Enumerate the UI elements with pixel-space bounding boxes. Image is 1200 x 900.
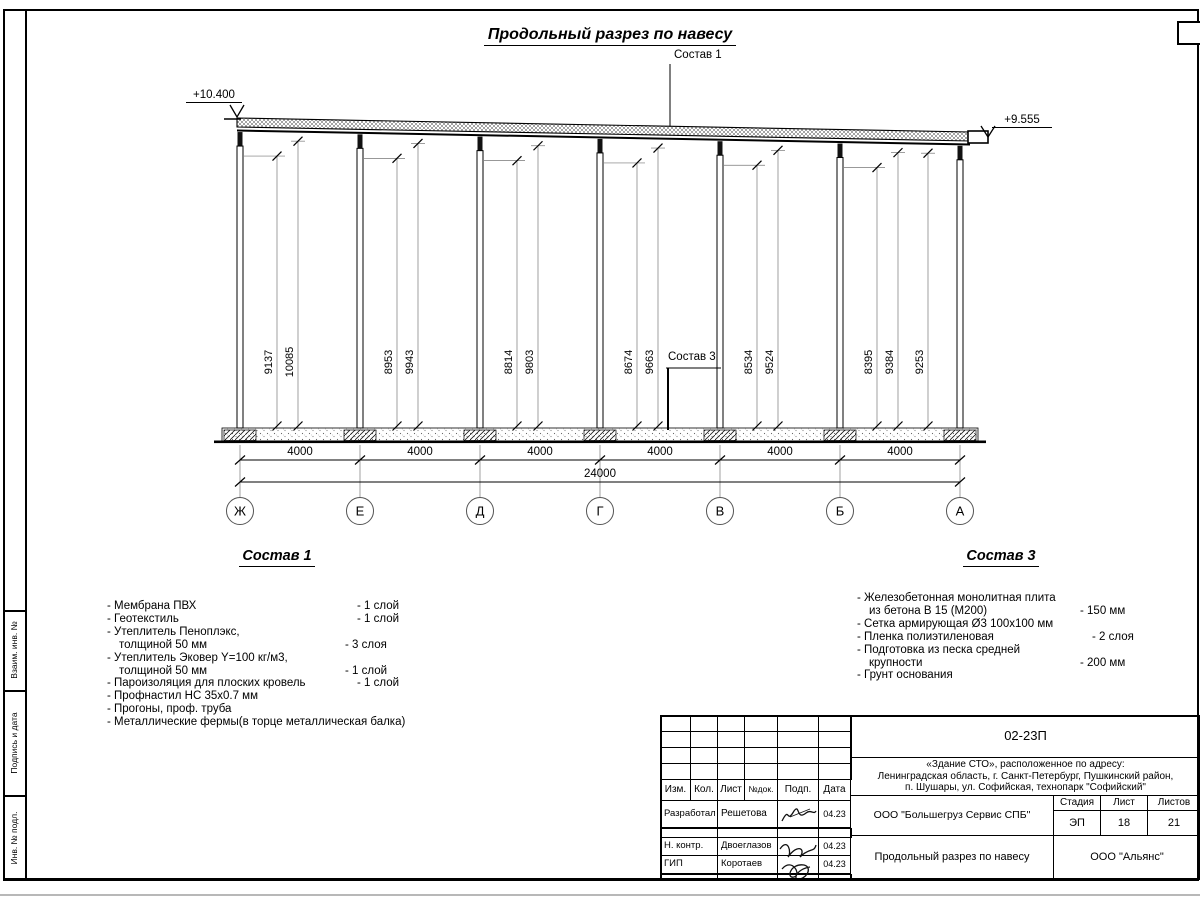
titleblock-grid-cell: [818, 747, 852, 764]
layer-row: [857, 657, 1157, 670]
titleblock-grid-cell: [717, 715, 745, 732]
layer-qty: - 200 мм: [1080, 656, 1126, 669]
titleblock-grid-cell: [777, 731, 819, 748]
column-dim-label: 8395: [863, 349, 875, 375]
tb-header-list: Лист: [717, 779, 745, 801]
tb-date-cell: 04.23: [818, 855, 851, 874]
tb-header-izm: Изм.: [660, 779, 691, 801]
titleblock-grid-cell: [777, 763, 819, 780]
layer-row: [857, 669, 1157, 682]
tb-doc-code: 02-23П: [850, 715, 1200, 758]
layer-qty: - 1 слой: [357, 677, 400, 690]
titleblock-grid-cell: [818, 731, 852, 748]
tb-name-reshetova: Решетова: [717, 800, 778, 828]
sostav1-list: [107, 600, 447, 729]
axis-label: В: [715, 503, 725, 519]
total-dim-label: 24000: [584, 468, 616, 480]
tb-sheet-label: Лист: [1100, 795, 1148, 811]
tb-name-korotaev: Коротаев: [717, 855, 778, 874]
titleblock-grid-cell: [818, 874, 852, 881]
tb-sheet-title: Продольный разрез по навесу: [850, 835, 1054, 880]
column-dim-label: 9384: [884, 349, 896, 375]
side-label-podpis: Подпись и дата: [9, 712, 19, 774]
tb-sheet-value: 18: [1100, 810, 1148, 836]
column-dim-label: 8534: [743, 349, 755, 375]
axis-label: Д: [475, 503, 485, 519]
tb-stage-value: ЭП: [1053, 810, 1101, 836]
layer-row: [107, 652, 447, 665]
layer-row: [107, 665, 447, 678]
titleblock-grid-cell: [744, 731, 778, 748]
titleblock-grid-cell: [660, 715, 691, 732]
column-dim-label: 9663: [644, 349, 656, 375]
tb-name-dvoeglazov: Двоеглазов: [717, 837, 778, 856]
horizontal-dimensions: [235, 445, 965, 497]
layer-text: - Пленка полиэтиленовая: [857, 630, 994, 643]
layer-row: [857, 592, 1157, 605]
layer-qty: - 1 слой: [357, 612, 400, 625]
layer-text: - Утеплитель Пеноплэкс,: [107, 625, 240, 638]
tb-date-cell: 04.23: [818, 837, 851, 856]
callout-sostav1: Состав 1: [674, 49, 722, 61]
sostav1-title: Состав 1: [107, 548, 447, 564]
layer-qty: - 150 мм: [1080, 604, 1126, 617]
layer-qty: - 1 слой: [345, 664, 388, 677]
titleblock-grid-cell: [690, 763, 718, 780]
layer-text: - Грунт основания: [857, 669, 953, 682]
layer-text: толщиной 50 мм: [119, 664, 208, 677]
column-dim-label: 10085: [284, 346, 296, 378]
tb-sign-cell: [777, 800, 819, 828]
sostav3-section: [857, 548, 1145, 564]
layer-text: - Геотекстиль: [107, 612, 179, 625]
bay-dim-label: 4000: [287, 446, 313, 458]
side-label-inv: Инв. № подл.: [9, 811, 19, 865]
column-dim-label: 8674: [623, 349, 635, 375]
elevation-arrow-left: [230, 105, 244, 117]
axis-label: Е: [355, 503, 365, 519]
layer-text: - Сетка армирующая Ø3 100х100 мм: [857, 617, 1054, 630]
tb-header-data: Дата: [818, 779, 851, 801]
layer-qty: - 2 слоя: [1092, 630, 1134, 643]
titleblock-grid-cell: [690, 731, 718, 748]
bay-dim-label: 4000: [527, 446, 553, 458]
tb-object-address: [850, 757, 1200, 796]
tb-company: ООО "Большегруз Сервис СПБ": [850, 795, 1054, 836]
axis-label: Г: [596, 503, 604, 519]
layer-text: - Подготовка из песка средней: [857, 643, 1021, 656]
titleblock-grid-cell: [660, 747, 691, 764]
tb-sign-cell: [777, 855, 819, 874]
tb-org: ООО "Альянс": [1053, 835, 1200, 880]
titleblock-grid-cell: [777, 747, 819, 764]
layer-row: [107, 600, 447, 613]
layer-row: [857, 618, 1157, 631]
titleblock-grid-cell: [818, 763, 852, 780]
layer-row: [107, 716, 447, 729]
column-dim-label: 9943: [404, 349, 416, 375]
bay-dim-label: 4000: [887, 446, 913, 458]
titleblock-grid-cell: [690, 747, 718, 764]
roof-band: [224, 118, 988, 146]
layer-text: - Мембрана ПВХ: [107, 600, 197, 612]
sostav1-section: [107, 548, 447, 564]
bay-dim-label: 4000: [647, 446, 673, 458]
elevation-mark-left: +10.400: [186, 89, 242, 103]
titleblock-grid-cell: [777, 715, 819, 732]
tb-address-line: п. Шушары, ул. Софийская, технопарк "Софийский": [905, 782, 1146, 794]
layer-row: [857, 631, 1157, 644]
side-cell-divider: [3, 795, 26, 797]
tb-address-line: Ленинградская область, г. Санкт-Петербург, Пушкинский район,: [877, 770, 1174, 782]
layer-text: толщиной 50 мм: [119, 638, 208, 651]
titleblock-grid-cell: [744, 763, 778, 780]
layer-row: [107, 703, 447, 716]
vertical-dimensions: [244, 137, 935, 431]
titleblock-grid-cell: [744, 747, 778, 764]
axis-label: Ж: [233, 503, 247, 519]
titleblock-grid-cell: [818, 715, 852, 732]
tb-sheets-label: Листов: [1147, 795, 1200, 811]
layer-qty: - 3 слоя: [345, 638, 387, 651]
axis-label: А: [955, 503, 965, 519]
layer-text: - Железобетонная монолитная плита: [857, 592, 1056, 604]
axis-label: Б: [835, 503, 845, 519]
tb-sheets-value: 21: [1147, 810, 1200, 836]
tb-header-ndok: №док.: [744, 779, 778, 801]
column-dim-label: 9803: [524, 349, 536, 375]
titleblock-grid-cell: [777, 874, 819, 881]
layer-row: [107, 690, 447, 703]
layer-row: [107, 626, 447, 639]
layer-row: [857, 605, 1157, 618]
layer-row: [107, 613, 447, 626]
layer-row: [107, 677, 447, 690]
column-dim-label: 9524: [764, 349, 776, 375]
layer-row: [107, 639, 447, 652]
layer-text: из бетона В 15 (М200): [869, 604, 988, 617]
tb-address-line: «Здание СТО», расположенное по адресу:: [926, 759, 1125, 771]
layer-text: - Утеплитель Эковер Y=100 кг/м3,: [107, 651, 288, 664]
tb-role-razrabotal: Разработал: [660, 800, 718, 828]
tb-role-nkontr: Н. контр.: [660, 837, 718, 856]
tb-header-podp: Подп.: [777, 779, 819, 801]
tb-stage-label: Стадия: [1053, 795, 1101, 811]
layer-text: - Металлические фермы(в торце металлическая балка): [107, 716, 406, 729]
titleblock-grid-cell: [717, 747, 745, 764]
titleblock: [660, 715, 1200, 880]
column-dim-label: 9137: [263, 349, 275, 375]
titleblock-grid-cell: [744, 715, 778, 732]
foundation: [214, 428, 986, 443]
layer-text: - Пароизоляция для плоских кровель: [107, 677, 306, 690]
column-dim-label: 9253: [914, 349, 926, 375]
side-cell-divider: [3, 610, 26, 612]
titleblock-grid-cell: [660, 763, 691, 780]
column-dim-label: 8953: [383, 349, 395, 375]
sostav3-list: [857, 592, 1157, 682]
layer-text: крупности: [869, 656, 923, 669]
sostav3-title: Состав 3: [857, 548, 1145, 564]
drawing-title: Продольный разрез по навесу: [300, 26, 920, 44]
titleblock-grid-cell: [660, 731, 691, 748]
layer-row: [857, 644, 1157, 657]
tb-sign-cell: [777, 837, 819, 856]
layer-text: - Прогоны, проф. труба: [107, 703, 232, 716]
titleblock-grid-cell: [660, 874, 718, 881]
tb-date-cell: 04.23: [818, 800, 851, 828]
tb-role-gip: ГИП: [660, 855, 718, 874]
callout-sostav3: Состав 3: [668, 351, 716, 363]
titleblock-grid-cell: [717, 763, 745, 780]
titleblock-grid-cell: [690, 715, 718, 732]
page-shadow-line: [0, 894, 1200, 896]
layer-text: - Профнастил НС 35х0.7 мм: [107, 690, 258, 703]
bay-dim-label: 4000: [767, 446, 793, 458]
column-dim-label: 8814: [503, 349, 515, 375]
layer-qty: - 1 слой: [357, 600, 400, 612]
tb-header-kol: Кол.: [690, 779, 718, 801]
side-cell-divider: [3, 690, 26, 692]
side-label-vzaim: Взаим. инв. №: [9, 621, 19, 679]
axis-bubbles: [227, 498, 974, 525]
elevation-mark-right: +9.555: [992, 114, 1052, 128]
titleblock-grid-cell: [717, 874, 778, 881]
bay-dim-label: 4000: [407, 446, 433, 458]
columns: [237, 132, 963, 428]
titleblock-grid-cell: [717, 731, 745, 748]
annotations: [230, 64, 995, 430]
